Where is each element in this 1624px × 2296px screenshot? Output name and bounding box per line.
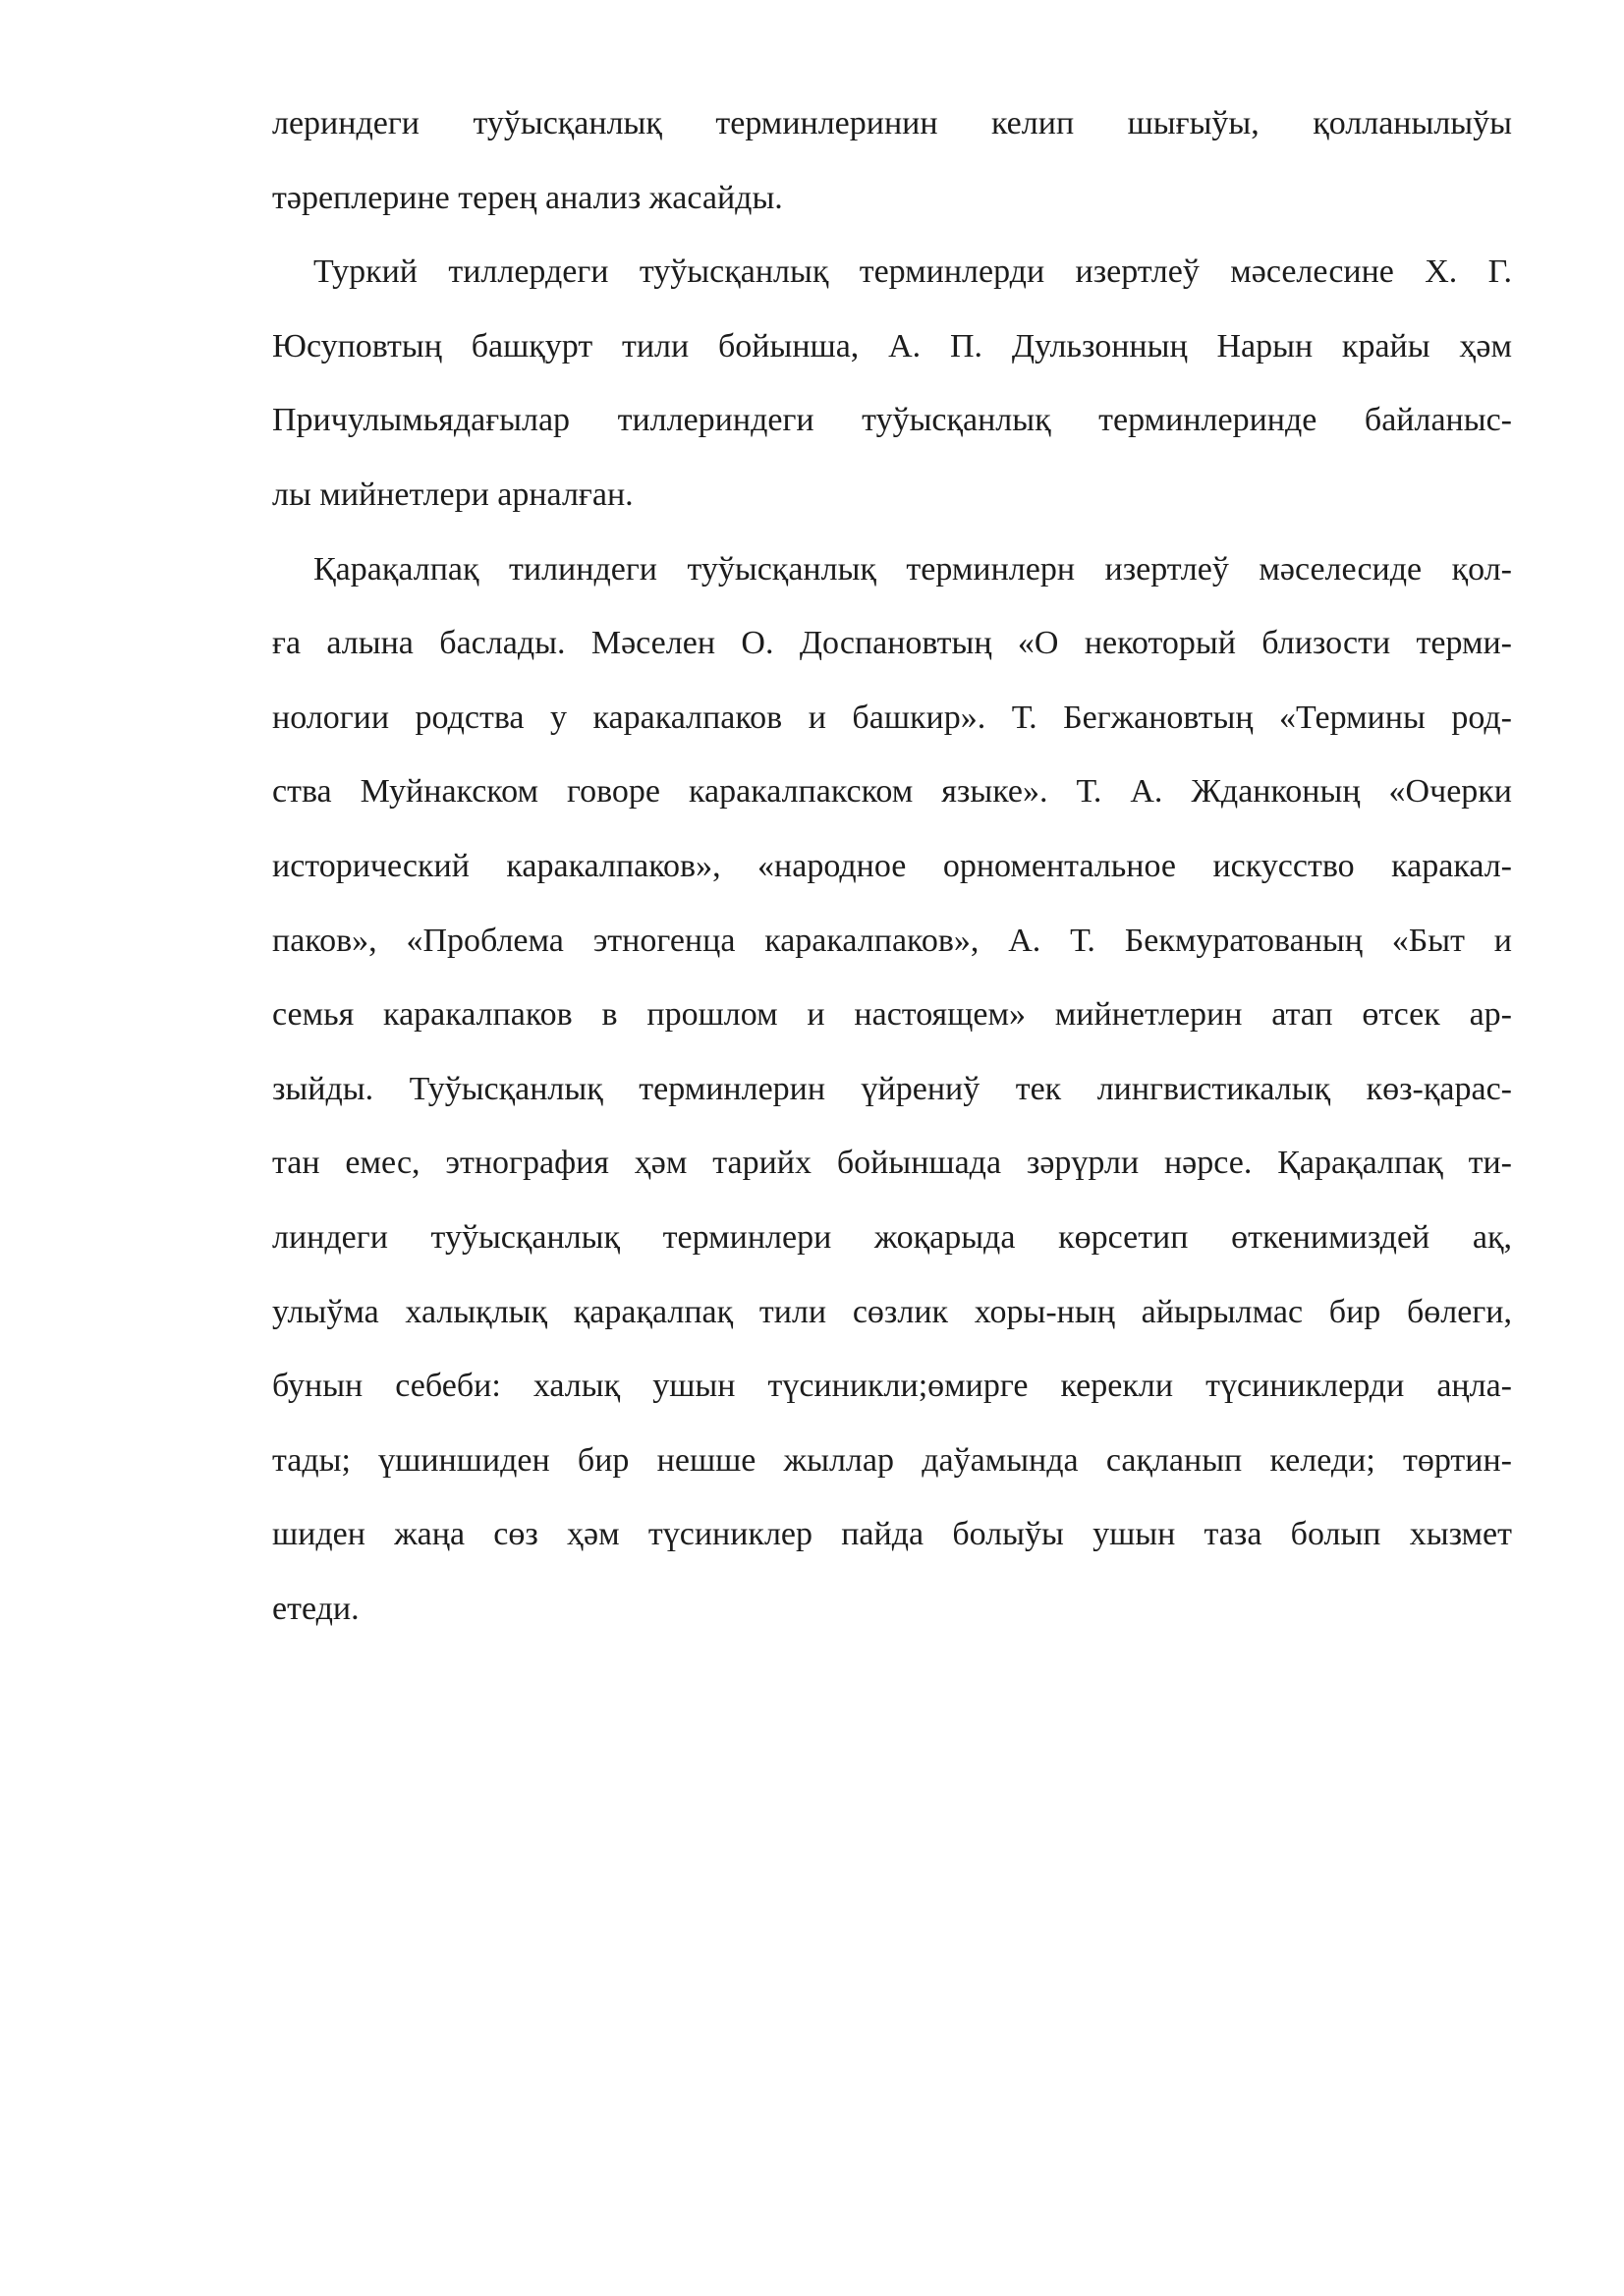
text-line: тады; үшиншиден бир нешше жыллар даўамында сақланып келеди; төртин- [272,1441,1512,1479]
text-line: паков», «Проблема этногенца каракалпаков», А. Т. Бекмуратованың «Быт и [272,922,1512,959]
text-line: улыўма халықлық қарақалпақ тили сөзлик хоры-ның айырылмас бир бөлеги, [272,1293,1512,1330]
text-line: Юсуповтың башқурт тили бойынша, А. П. Дульзонның Нарын крайы ҳәм [272,327,1512,364]
text-line: бунын себеби: халық ушын түсиникли;өмирге керекли түсиниклерди аңла- [272,1368,1512,1405]
text-line: Туркий тиллердеги туўысқанлық терминлерди изертлеў мәселесине Х. Г. [313,253,1512,291]
text-line: тәреплерине терең анализ жасайды. [272,179,783,216]
text-line: ства Муйнакском говоре каракалпакском языке». Т. А. Жданконың «Очерки [272,773,1512,811]
text-line: нологии родства у каракалпаков и башкир». Т. Бегжановтың «Термины род- [272,699,1512,736]
body-text [272,86,1512,1646]
text-line: ға алына баслады. Мәселен О. Доспановтың «О некоторый близости терми- [272,625,1512,662]
text-line: тан емес, этнография ҳәм тарийх бойыншада зәрүрли нәрсе. Қарақалпақ ти- [272,1145,1512,1182]
text-line: Қарақалпақ тилиндеги туўысқанлық терминлерн изертлеў мәселесиде қол- [313,550,1512,588]
text-line: семья каракалпаков в прошлом и настоящем» мийнетлерин атап өтсек ар- [272,996,1512,1034]
text-line: зыйды. Туўысқанлық терминлерин үйрениў тек лингвистикалық көз-қарас- [272,1070,1512,1107]
text-line: лы мийнетлери арналған. [272,476,634,513]
text-line: шиден жаңа сөз ҳәм түсиниклер пайда болыўы ушын таза болып хызмет [272,1516,1512,1553]
text-line: исторический каракалпаков», «народное орноментальное искусство каракал- [272,847,1512,884]
text-line: етеди. [272,1590,360,1627]
text-line: линдеги туўысқанлық терминлери жоқарыда көрсетип өткенимиздей ақ, [272,1218,1512,1256]
text-line: лериндеги туўысқанлық терминлеринин келип шығыўы, қолланылыўы [272,105,1512,141]
text-line: Причулымьядағылар тиллериндеги туўысқанлық терминлеринде байланыс- [272,402,1512,439]
